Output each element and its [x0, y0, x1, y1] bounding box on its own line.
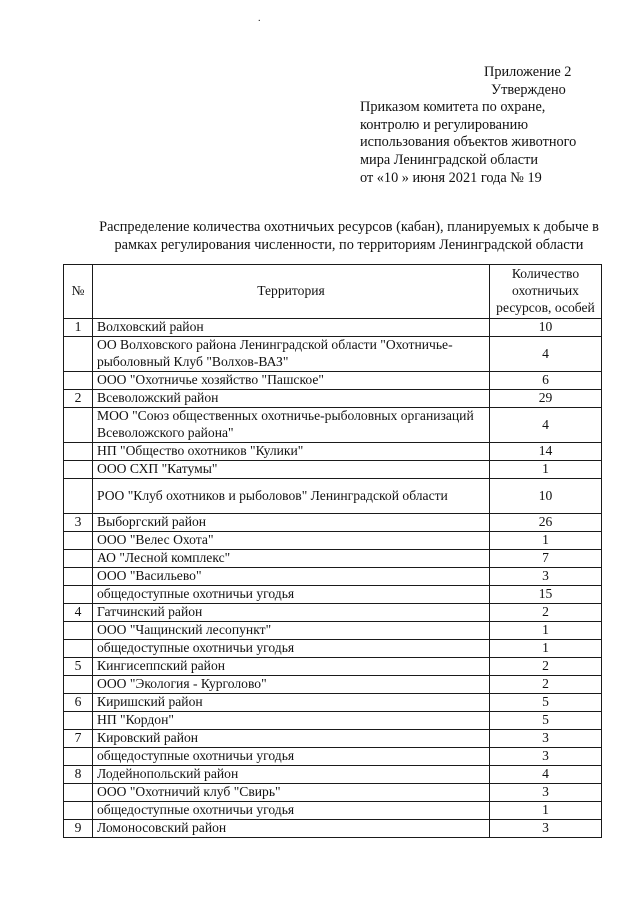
title-line: рамках регулирования численности, по территориям Ленинградской области [114, 237, 584, 253]
table-row [64, 461, 602, 479]
row-number [64, 408, 93, 443]
row-territory: АО "Лесной комплекс" [93, 550, 490, 568]
row-quantity: 6 [490, 372, 602, 390]
table-header-row [64, 265, 602, 319]
row-quantity: 26 [490, 514, 602, 532]
row-territory: ООО "Велес Охота" [93, 532, 490, 550]
row-number [64, 532, 93, 550]
row-quantity: 29 [490, 390, 602, 408]
row-territory: общедоступные охотничьи угодья [93, 748, 490, 766]
row-number [64, 550, 93, 568]
row-quantity: 10 [490, 479, 602, 514]
row-quantity: 4 [490, 337, 602, 372]
row-territory: ООО "Экология - Курголово" [93, 676, 490, 694]
row-number [64, 337, 93, 372]
row-territory: общедоступные охотничьи угодья [93, 802, 490, 820]
order-line: использования объектов животного [360, 134, 577, 151]
title-line: Распределение количества охотничьих ресурсов (кабан), планируемых к добыче в [99, 219, 599, 235]
row-quantity: 3 [490, 784, 602, 802]
row-territory: общедоступные охотничьи угодья [93, 640, 490, 658]
row-territory: Выборгский район [93, 514, 490, 532]
table-row [64, 604, 602, 622]
row-number: 9 [64, 820, 93, 838]
row-number: 7 [64, 730, 93, 748]
document-title [64, 218, 634, 254]
row-quantity: 1 [490, 640, 602, 658]
row-quantity: 3 [490, 730, 602, 748]
row-territory: МОО "Союз общественных охотничье-рыболовных организаций Всеволожского района" [93, 408, 490, 443]
header-territory: Территория [93, 265, 490, 319]
row-territory: ОО Волховского района Ленинградской области "Охотничье-рыболовный Клуб "Волхов-ВАЗ" [93, 337, 490, 372]
row-quantity: 5 [490, 712, 602, 730]
row-territory: Ломоносовский район [93, 820, 490, 838]
appendix-label: Приложение 2 [484, 64, 572, 80]
row-number [64, 676, 93, 694]
table-row [64, 640, 602, 658]
row-quantity: 3 [490, 748, 602, 766]
row-number [64, 640, 93, 658]
row-quantity: 10 [490, 319, 602, 337]
table-row [64, 390, 602, 408]
row-territory: ООО "Охотничий клуб "Свирь" [93, 784, 490, 802]
row-territory: Киришский район [93, 694, 490, 712]
order-line: Приказом комитета по охране, [360, 99, 546, 116]
approval-header [360, 64, 630, 187]
row-territory: НП "Кордон" [93, 712, 490, 730]
row-territory: ООО "Чащинский лесопункт" [93, 622, 490, 640]
row-territory: общедоступные охотничьи угодья [93, 586, 490, 604]
row-number [64, 568, 93, 586]
table-row [64, 712, 602, 730]
table-body [64, 319, 602, 838]
header-quantity-line: Количество [511, 266, 580, 282]
header-quantity-line: охотничьих [512, 283, 579, 299]
row-quantity: 1 [490, 461, 602, 479]
row-quantity: 4 [490, 766, 602, 784]
row-territory: Кировский район [93, 730, 490, 748]
order-date-line: от «10 » июня 2021 года № 19 [360, 169, 542, 186]
table-row [64, 622, 602, 640]
row-quantity: 3 [490, 568, 602, 586]
order-line: мира Ленинградской области [360, 151, 539, 168]
row-quantity: 2 [490, 604, 602, 622]
table-row [64, 694, 602, 712]
table-row [64, 802, 602, 820]
table-row [64, 586, 602, 604]
row-quantity: 2 [490, 676, 602, 694]
table-row [64, 820, 602, 838]
row-territory: ООО "Охотничье хозяйство "Пашское" [93, 372, 490, 390]
row-number: 4 [64, 604, 93, 622]
row-territory: Лодейнопольский район [93, 766, 490, 784]
row-territory: ООО "Васильево" [93, 568, 490, 586]
row-number [64, 461, 93, 479]
row-territory: Гатчинский район [93, 604, 490, 622]
row-territory: НП "Общество охотников "Кулики" [93, 443, 490, 461]
row-number [64, 372, 93, 390]
row-quantity: 1 [490, 622, 602, 640]
row-territory: Кингисеппский район [93, 658, 490, 676]
approved-label: Утверждено [491, 81, 566, 98]
row-number: 3 [64, 514, 93, 532]
row-number [64, 784, 93, 802]
row-number [64, 622, 93, 640]
row-quantity: 4 [490, 408, 602, 443]
header-quantity-line: ресурсов, особей [496, 299, 595, 315]
row-number: 1 [64, 319, 93, 337]
row-territory: РОО "Клуб охотников и рыболовов" Ленинградской области [93, 479, 490, 514]
row-number [64, 748, 93, 766]
table-row [64, 532, 602, 550]
row-territory: Всеволожский район [93, 390, 490, 408]
table-row [64, 443, 602, 461]
row-quantity: 1 [490, 532, 602, 550]
row-quantity: 5 [490, 694, 602, 712]
table-row [64, 550, 602, 568]
row-territory: ООО СХП "Катумы" [93, 461, 490, 479]
row-number: 6 [64, 694, 93, 712]
table-row [64, 766, 602, 784]
row-territory: Волховский район [93, 319, 490, 337]
distribution-table [63, 264, 602, 838]
row-quantity: 14 [490, 443, 602, 461]
table-row [64, 568, 602, 586]
row-number [64, 712, 93, 730]
table-row [64, 514, 602, 532]
row-quantity: 7 [490, 550, 602, 568]
row-quantity: 3 [490, 820, 602, 838]
table-row [64, 319, 602, 337]
table-row [64, 372, 602, 390]
row-quantity: 1 [490, 802, 602, 820]
header-quantity [490, 265, 602, 319]
table-row [64, 408, 602, 443]
table-row [64, 337, 602, 372]
row-number [64, 802, 93, 820]
row-number [64, 586, 93, 604]
table-row [64, 730, 602, 748]
order-line: контролю и регулированию [360, 116, 529, 133]
table-row [64, 658, 602, 676]
stray-mark: . [258, 13, 261, 24]
row-number [64, 479, 93, 514]
row-number [64, 443, 93, 461]
row-quantity: 15 [490, 586, 602, 604]
table-row [64, 784, 602, 802]
row-number: 8 [64, 766, 93, 784]
header-num: № [64, 265, 93, 319]
row-number: 2 [64, 390, 93, 408]
table-row [64, 748, 602, 766]
row-quantity: 2 [490, 658, 602, 676]
table-row [64, 676, 602, 694]
table-row [64, 479, 602, 514]
row-number: 5 [64, 658, 93, 676]
